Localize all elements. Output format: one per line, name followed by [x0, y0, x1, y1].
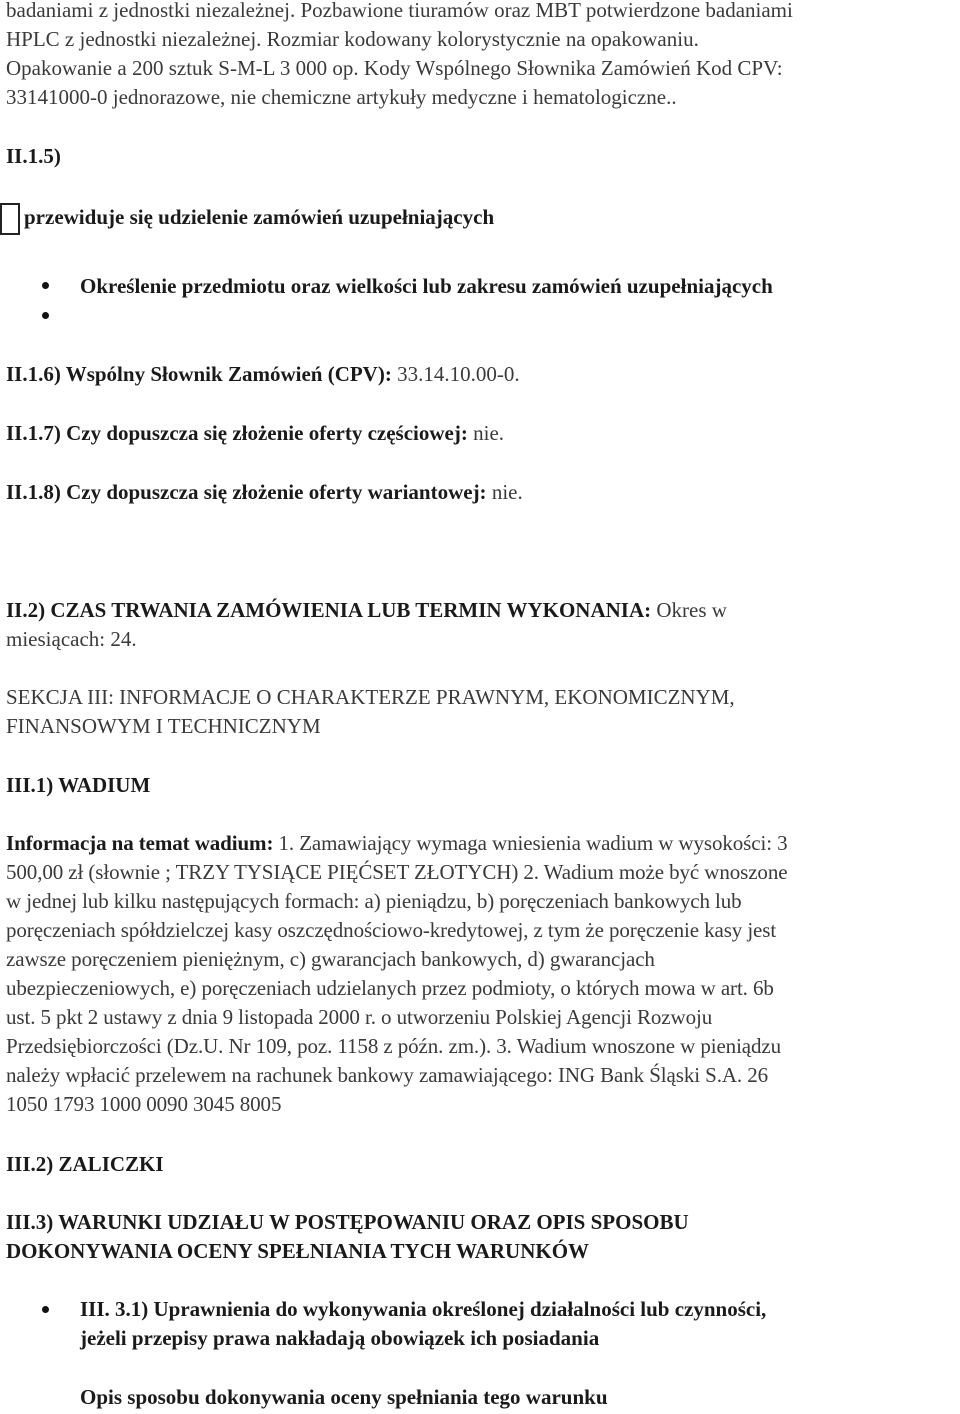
cpv-label: II.1.6) Wspólny Słownik Zamówień (CPV): — [6, 362, 392, 386]
partial-offer-value: nie. — [467, 421, 505, 445]
intro-line-3: Opakowanie a 200 sztuk S-M-L 3 000 op. Kody Wspólnego Słownika Zamówień Kod CPV: — [6, 56, 783, 80]
intro-line-2: HPLC z jednostki niezależnej. Rozmiar kodowany kolorystycznie na opakowaniu. — [6, 27, 699, 51]
wadium-line-4: poręczeniach spółdzielczej kasy oszczędnościowo-kredytowej, z tym że poręczenie kasy jest — [6, 918, 777, 942]
bullet-dot-empty — [42, 312, 49, 319]
bullet-dot — [42, 1306, 49, 1313]
wadium-line-1: Informacja na temat wadium: 1. Zamawiający wymaga wniesienia wadium w wysokości: 3 — [6, 831, 788, 855]
wadium-line-3: w jednej lub kilku następujących formach: a) pieniądzu, b) poręczeniach bankowych lub — [6, 889, 742, 913]
wadium-line-8: Przedsiębiorczości (Dz.U. Nr 109, poz. 1158 z późn. zm.). 3. Wadium wnoszone w pieniądzu — [6, 1034, 782, 1058]
wadium-line-6: ubezpieczeniowych, e) poręczeniach udzielanych przez podmioty, o których mowa w art. 6b — [6, 976, 774, 1000]
wadium-line-10: 1050 1793 1000 0090 3045 8005 — [6, 1092, 282, 1116]
duration-row — [6, 596, 727, 625]
section-iii-title-1: SEKCJA III: INFORMACJE O CHARAKTERZE PRAWNYM, EKONOMICZNYM, — [6, 685, 735, 709]
cpv-value: 33.14.10.00-0. — [391, 362, 520, 386]
variant-offer-row — [6, 478, 523, 507]
zaliczki-heading: III.2) ZALICZKI — [6, 1152, 164, 1176]
section-heading-ii-1-5: II.1.5) — [6, 144, 61, 168]
partial-offer-label: II.1.7) Czy dopuszcza się złożenie oferty częściowej: — [6, 421, 468, 445]
partial-offer-row — [6, 419, 504, 448]
warunki-heading-1: III.3) WARUNKI UDZIAŁU W POSTĘPOWANIU ORAZ OPIS SPOSOBU — [6, 1210, 689, 1234]
wadium-line-9: należy wpłacić przelewem na rachunek bankowy zamawiającego: ING Bank Śląski S.A. 26 — [6, 1063, 769, 1087]
checkbox-label: przewiduje się udzielenie zamówień uzupełniających — [24, 205, 495, 229]
warunki-heading-2: DOKONYWANIA OCENY SPEŁNIANIA TYCH WARUNKÓW — [6, 1239, 590, 1263]
uprawnienia-item-1: III. 3.1) Uprawnienia do wykonywania określonej działalności lub czynności, — [80, 1297, 767, 1321]
bullet-dot — [42, 282, 49, 289]
bullet-text: Określenie przedmiotu oraz wielkości lub zakresu zamówień uzupełniających — [80, 274, 773, 298]
checkbox[interactable] — [0, 203, 20, 235]
opis-heading: Opis sposobu dokonywania oceny spełniania tego warunku — [80, 1385, 608, 1409]
intro-line-1: badaniami z jednostki niezależnej. Pozbawione tiuramów oraz MBT potwierdzone badaniami — [6, 0, 793, 22]
wadium-line-7: ust. 5 pkt 2 ustawy z dnia 9 listopada 2000 r. o utworzeniu Polskiej Agencji Rozwoju — [6, 1005, 713, 1029]
duration-value-cont: miesiącach: 24. — [6, 627, 137, 651]
wadium-label: Informacja na temat wadium: — [6, 831, 274, 855]
section-iii-title-2: FINANSOWYM I TECHNICZNYM — [6, 714, 321, 738]
option-row — [0, 203, 494, 235]
uprawnienia-item-2: jeżeli przepisy prawa nakładają obowiązek ich posiadania — [80, 1326, 600, 1350]
intro-line-4: 33141000-0 jednorazowe, nie chemiczne artykuły medyczne i hematologiczne.. — [6, 85, 677, 109]
duration-label: II.2) CZAS TRWANIA ZAMÓWIENIA LUB TERMIN WYKONANIA: — [6, 598, 652, 622]
variant-offer-value: nie. — [486, 480, 523, 504]
wadium-heading: III.1) WADIUM — [6, 773, 151, 797]
duration-value: Okres w — [651, 598, 727, 622]
wadium-line-2: 500,00 zł (słownie ; TRZY TYSIĄCE PIĘĆSET ZŁOTYCH) 2. Wadium może być wnoszone — [6, 860, 788, 884]
cpv-row — [6, 360, 520, 389]
variant-offer-label: II.1.8) Czy dopuszcza się złożenie oferty wariantowej: — [6, 480, 487, 504]
wadium-line-5: zawsze poręczeniem pieniężnym, c) gwarancjach bankowych, d) gwarancjach — [6, 947, 655, 971]
